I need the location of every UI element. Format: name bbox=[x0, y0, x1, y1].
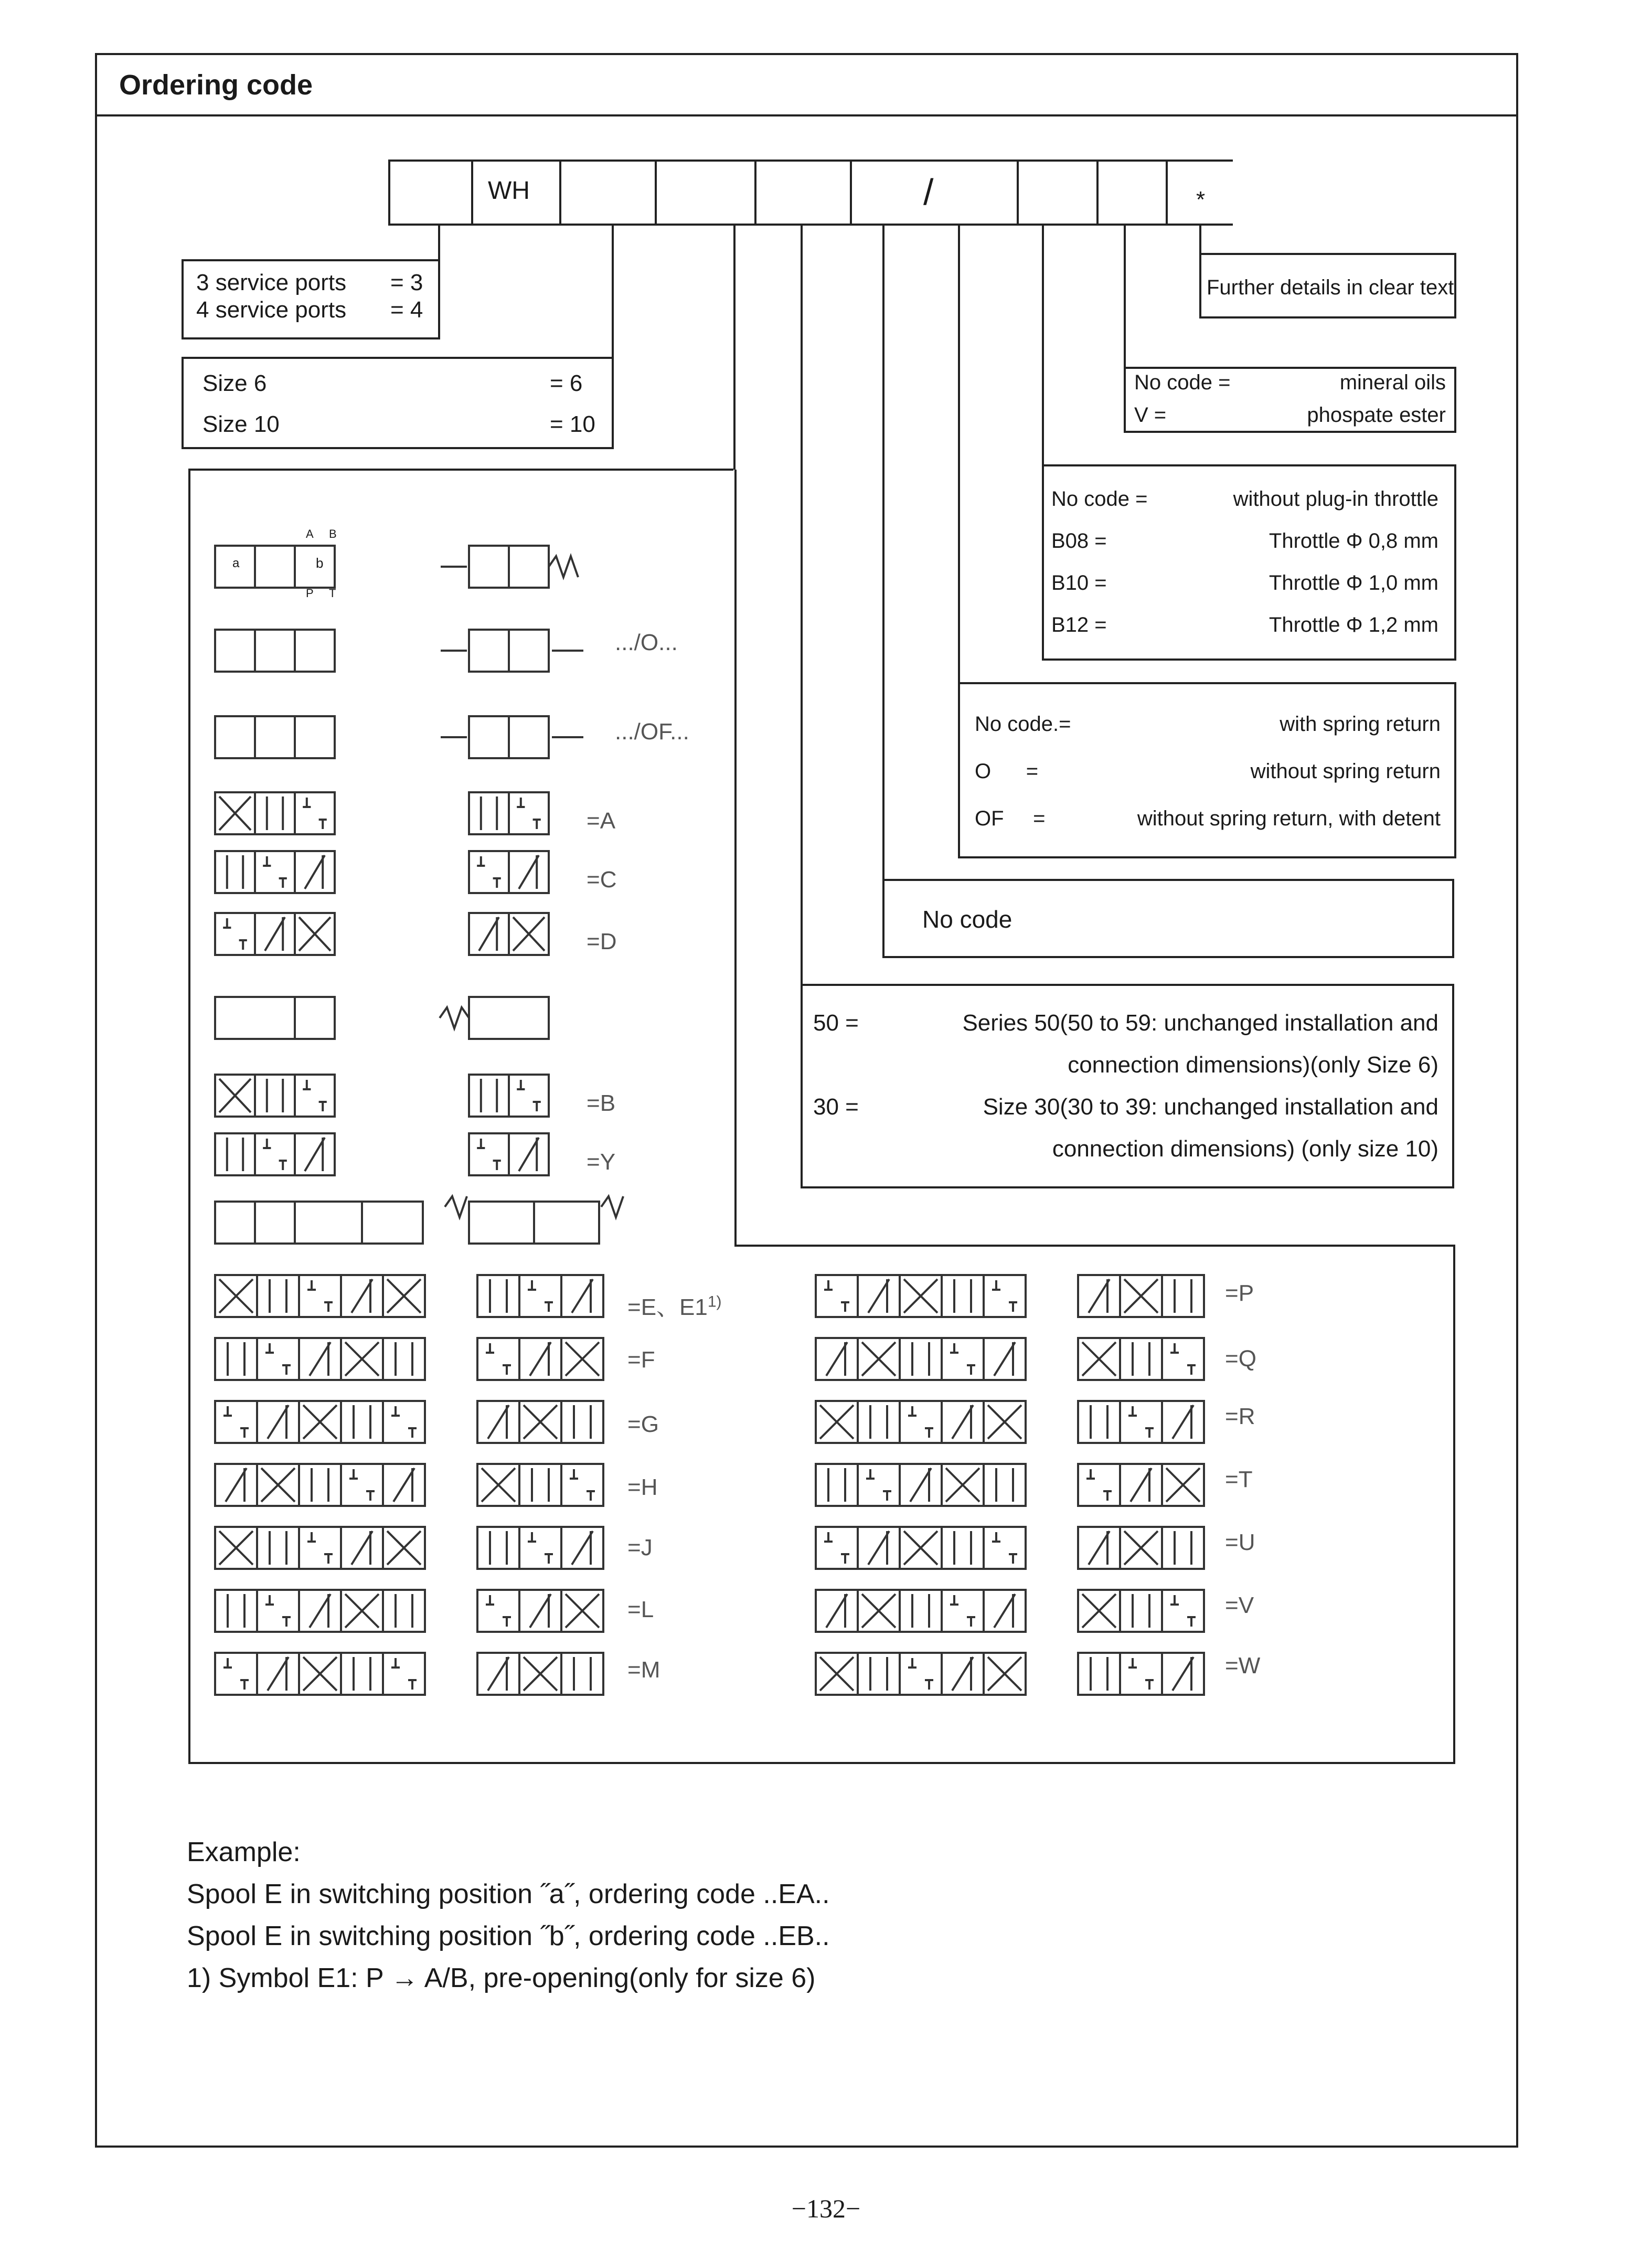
spool-symbol-col2-3 bbox=[477, 1464, 603, 1506]
position-b-label: b bbox=[316, 555, 324, 571]
ports-4-value: = 4 bbox=[390, 297, 423, 323]
page-number: −132− bbox=[791, 2194, 861, 2223]
spring-of-value: without spring return, with detent bbox=[1137, 807, 1441, 830]
spring-icon bbox=[445, 1196, 467, 1217]
spool-symbol-left-1 bbox=[215, 851, 335, 893]
throttle-nocode-value: without plug-in throttle bbox=[1233, 487, 1438, 511]
spring-icon bbox=[440, 1007, 469, 1028]
further-details-text: Further details in clear text bbox=[1207, 276, 1454, 299]
series-30-line1: Size 30(30 to 39: unchanged installation and bbox=[983, 1094, 1438, 1120]
code-label-m: =M bbox=[627, 1657, 660, 1683]
ports-3-label: 3 service ports bbox=[196, 270, 347, 295]
oil-nocode-key: No code = bbox=[1134, 371, 1231, 394]
section-title: Ordering code bbox=[119, 69, 313, 101]
code-label-h: =H bbox=[627, 1474, 658, 1500]
spring-nocode-key: No code.= bbox=[975, 713, 1071, 736]
code-label-e-text: =E、E1 bbox=[627, 1294, 708, 1320]
position-a-label: a bbox=[232, 556, 240, 570]
throttle-b12-value: Throttle Φ 1,2 mm bbox=[1269, 613, 1438, 636]
series-30-key: 30 = bbox=[813, 1094, 859, 1120]
code-label-g: =G bbox=[627, 1411, 659, 1437]
throttle-b10-key: B10 = bbox=[1051, 571, 1107, 594]
spool-block-left-1 bbox=[215, 630, 335, 672]
size-10-label: Size 10 bbox=[202, 411, 280, 437]
code-label-b: =B bbox=[587, 1090, 616, 1116]
spool-symbol-left-0 bbox=[215, 792, 335, 834]
code-label-e bbox=[627, 1288, 722, 1322]
throttle-nocode-key: No code = bbox=[1051, 487, 1148, 511]
example-line-2: Spool E in switching position ˝b˝, ordering code ..EB.. bbox=[187, 1921, 830, 1951]
throttle-b12-key: B12 = bbox=[1051, 613, 1107, 636]
spring-nocode-value: with spring return bbox=[1280, 713, 1441, 736]
spool-symbol-col4-2 bbox=[1078, 1401, 1204, 1443]
code-label-e-sup: 1) bbox=[707, 1293, 722, 1311]
spool-block-3pos-r bbox=[469, 997, 549, 1039]
code-label-d: =D bbox=[587, 929, 617, 954]
spool-symbol-col3-2 bbox=[816, 1401, 1026, 1443]
code-label-a: =A bbox=[587, 808, 616, 834]
spring-o-value: without spring return bbox=[1250, 760, 1441, 783]
spring-icon bbox=[549, 556, 578, 577]
spool-symbol-col2-4 bbox=[477, 1527, 603, 1569]
code-label-t: =T bbox=[1225, 1467, 1253, 1492]
spring-o-key: O = bbox=[975, 760, 1039, 783]
ports-3-value: = 3 bbox=[390, 270, 423, 295]
port-t-label: T bbox=[329, 587, 336, 600]
code-label-j: =J bbox=[627, 1535, 653, 1560]
oil-nocode-value: mineral oils bbox=[1339, 371, 1446, 394]
spool-symbol-col1-0 bbox=[215, 1275, 425, 1317]
code-label-f: =F bbox=[627, 1347, 655, 1373]
spool-symbol-col3-5 bbox=[816, 1590, 1026, 1632]
code-label-p: =P bbox=[1225, 1280, 1254, 1306]
spring-icon bbox=[601, 1196, 623, 1217]
size-6-value: = 6 bbox=[550, 370, 583, 396]
throttle-b08-key: B08 = bbox=[1051, 529, 1107, 553]
series-50-line1: Series 50(50 to 59: unchanged installation and bbox=[962, 1010, 1438, 1036]
throttle-b08-value: Throttle Φ 0,8 mm bbox=[1269, 529, 1438, 553]
port-b-label: B bbox=[329, 527, 337, 540]
spool-symbol-col4-1 bbox=[1078, 1338, 1204, 1380]
spool-block-3pos bbox=[215, 997, 335, 1039]
code-label-v: =V bbox=[1225, 1592, 1254, 1618]
oil-v-value: phospate ester bbox=[1307, 403, 1446, 427]
size-6-label: Size 6 bbox=[202, 370, 267, 396]
size-10-value: = 10 bbox=[550, 411, 595, 437]
oil-v-key: V = bbox=[1134, 403, 1167, 427]
code-cell-slash: / bbox=[923, 172, 934, 213]
spool-block-left-2 bbox=[215, 716, 335, 758]
code-cell-star: * bbox=[1196, 187, 1206, 213]
code-cell-wh: WH bbox=[488, 177, 530, 205]
throttle-b10-value: Throttle Φ 1,0 mm bbox=[1269, 571, 1438, 594]
spool-symbol-col1-3 bbox=[215, 1464, 425, 1506]
series-50-key: 50 = bbox=[813, 1010, 859, 1036]
code-label-o: .../O... bbox=[615, 630, 678, 655]
spool-symbol-col3-6 bbox=[816, 1653, 1026, 1695]
code-label-l: =L bbox=[627, 1597, 654, 1622]
port-a-label: A bbox=[306, 527, 314, 540]
spool-block-4pos bbox=[215, 1202, 423, 1244]
ports-4-label: 4 service ports bbox=[196, 297, 347, 323]
spool-symbol-col2-0 bbox=[477, 1275, 603, 1317]
code-label-of: .../OF... bbox=[615, 719, 689, 745]
example-line-3: 1) Symbol E1: P → A/B, pre-opening(only for size 6) bbox=[187, 1963, 816, 1993]
code-label-u: =U bbox=[1225, 1530, 1255, 1555]
series-30-line2: connection dimensions) (only size 10) bbox=[1052, 1136, 1438, 1162]
spring-of-key: OF = bbox=[975, 807, 1046, 830]
code-label-c: =C bbox=[587, 867, 617, 893]
spool-symbol-left-4 bbox=[215, 1075, 335, 1117]
spool-symbol-left-5 bbox=[215, 1133, 335, 1175]
code-label-w: =W bbox=[1225, 1653, 1261, 1679]
code-label-r: =R bbox=[1225, 1404, 1255, 1429]
spool-symbol-col3-1 bbox=[816, 1338, 1026, 1380]
spool-symbol-col4-6 bbox=[1078, 1653, 1204, 1695]
nocode-text: No code bbox=[922, 906, 1012, 933]
example-title: Example: bbox=[187, 1837, 301, 1867]
spool-symbol-col4-5 bbox=[1078, 1590, 1204, 1632]
example-line-1: Spool E in switching position ˝a˝, ordering code ..EA.. bbox=[187, 1879, 830, 1909]
series-50-line2: connection dimensions)(only Size 6) bbox=[1068, 1052, 1438, 1078]
code-label-y: =Y bbox=[587, 1149, 616, 1175]
spool-symbol-col1-4 bbox=[215, 1527, 425, 1569]
port-p-label: P bbox=[306, 587, 314, 600]
code-label-q: =Q bbox=[1225, 1346, 1256, 1372]
